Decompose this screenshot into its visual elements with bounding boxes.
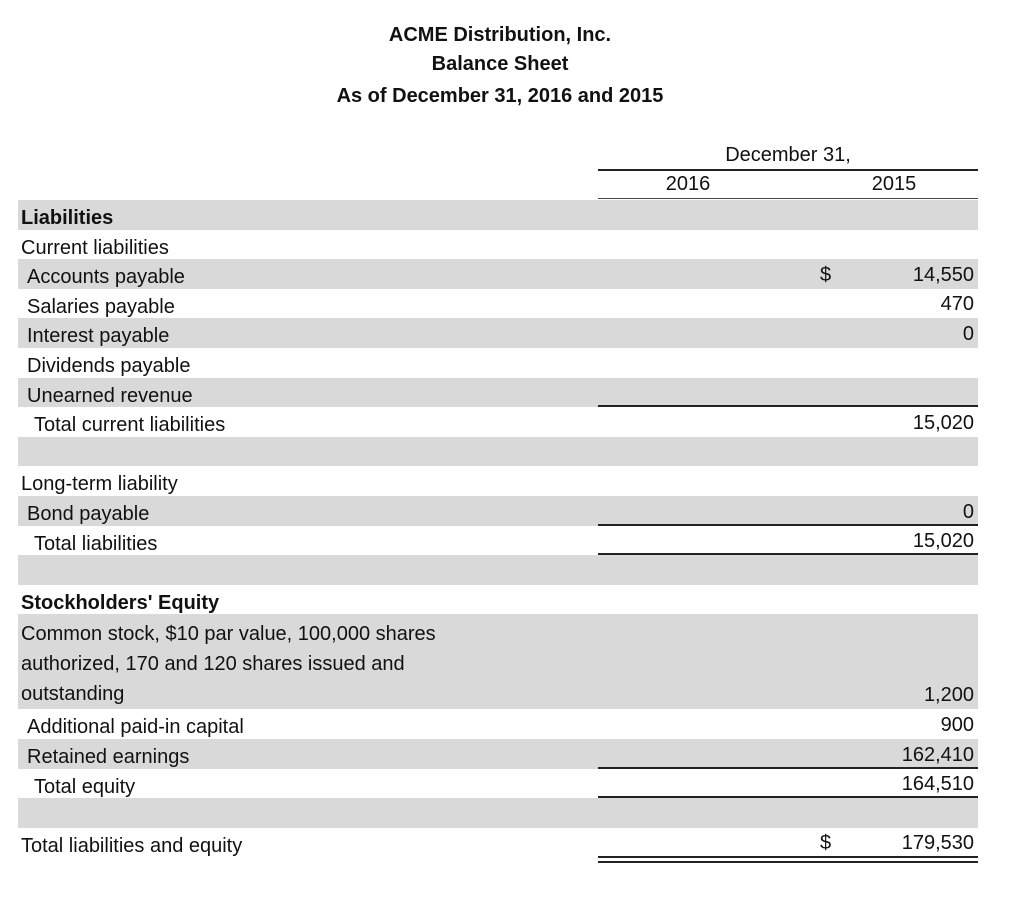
table-row [18,200,978,230]
row-label: Dividends payable [27,354,191,377]
statement-title: Balance Sheet [431,53,569,75]
table-row [18,318,978,348]
table-row [18,466,978,496]
value-2015: 15,020 [912,411,974,434]
company-name: ACME Distribution, Inc. [388,24,612,46]
value-2015: 179,530 [901,832,974,855]
table-row [18,348,978,378]
value-2015: 15,020 [912,530,974,553]
row-label: Common stock, $10 par value, 100,000 shares authorized, 170 and 120 shares issued and outstanding [21,623,436,706]
row-label: Total liabilities and equity [21,834,243,857]
header-divider [598,198,978,199]
currency-symbol: $ [820,263,832,286]
statement-period: As of December 31, 2016 and 2015 [336,85,664,107]
table-row [18,709,978,739]
row-label: Accounts payable [27,266,185,289]
table-row [18,289,978,319]
value-2015: 164,510 [901,773,974,796]
row-label: Total liabilities [34,532,158,555]
row-label: Additional paid-in capital [27,716,244,739]
balance-sheet-table [18,200,978,857]
table-row [18,828,978,858]
table-row [18,585,978,615]
row-label: Bond payable [27,502,150,525]
currency-symbol: $ [820,832,832,855]
table-row [18,378,978,408]
column-group-header: December 31, [598,144,978,171]
row-label: Salaries payable [27,295,175,318]
table-row [18,407,978,437]
row-label: Unearned revenue [27,384,193,407]
value-2015: 470 [940,293,974,316]
table-row [18,496,978,526]
value-2015: 14,550 [912,263,974,286]
value-2015: 0 [962,322,974,345]
double-underline [598,856,978,863]
column-header-2016: 2016 [665,173,711,195]
table-row [18,259,978,289]
section-heading: Stockholders' Equity [21,591,220,614]
spacer-row [18,437,978,467]
value-2015: 1,200 [923,684,974,707]
table-row [18,526,978,556]
row-label: Total equity [34,775,136,798]
table-row [18,769,978,799]
table-row [18,230,978,260]
spacer-row [18,555,978,585]
row-label: Current liabilities [21,236,169,259]
column-header-2015: 2015 [871,173,917,195]
row-label: Total current liabilities [34,414,226,437]
row-label: Retained earnings [27,745,190,768]
value-2015: 162,410 [901,743,974,766]
row-label: Interest payable [27,325,170,348]
table-row [18,614,978,709]
table-row [18,739,978,769]
row-label: Long-term liability [21,473,178,496]
value-2015: 900 [940,713,974,736]
value-2015: 0 [962,500,974,523]
spacer-row [18,798,978,828]
section-heading: Liabilities [21,207,114,229]
